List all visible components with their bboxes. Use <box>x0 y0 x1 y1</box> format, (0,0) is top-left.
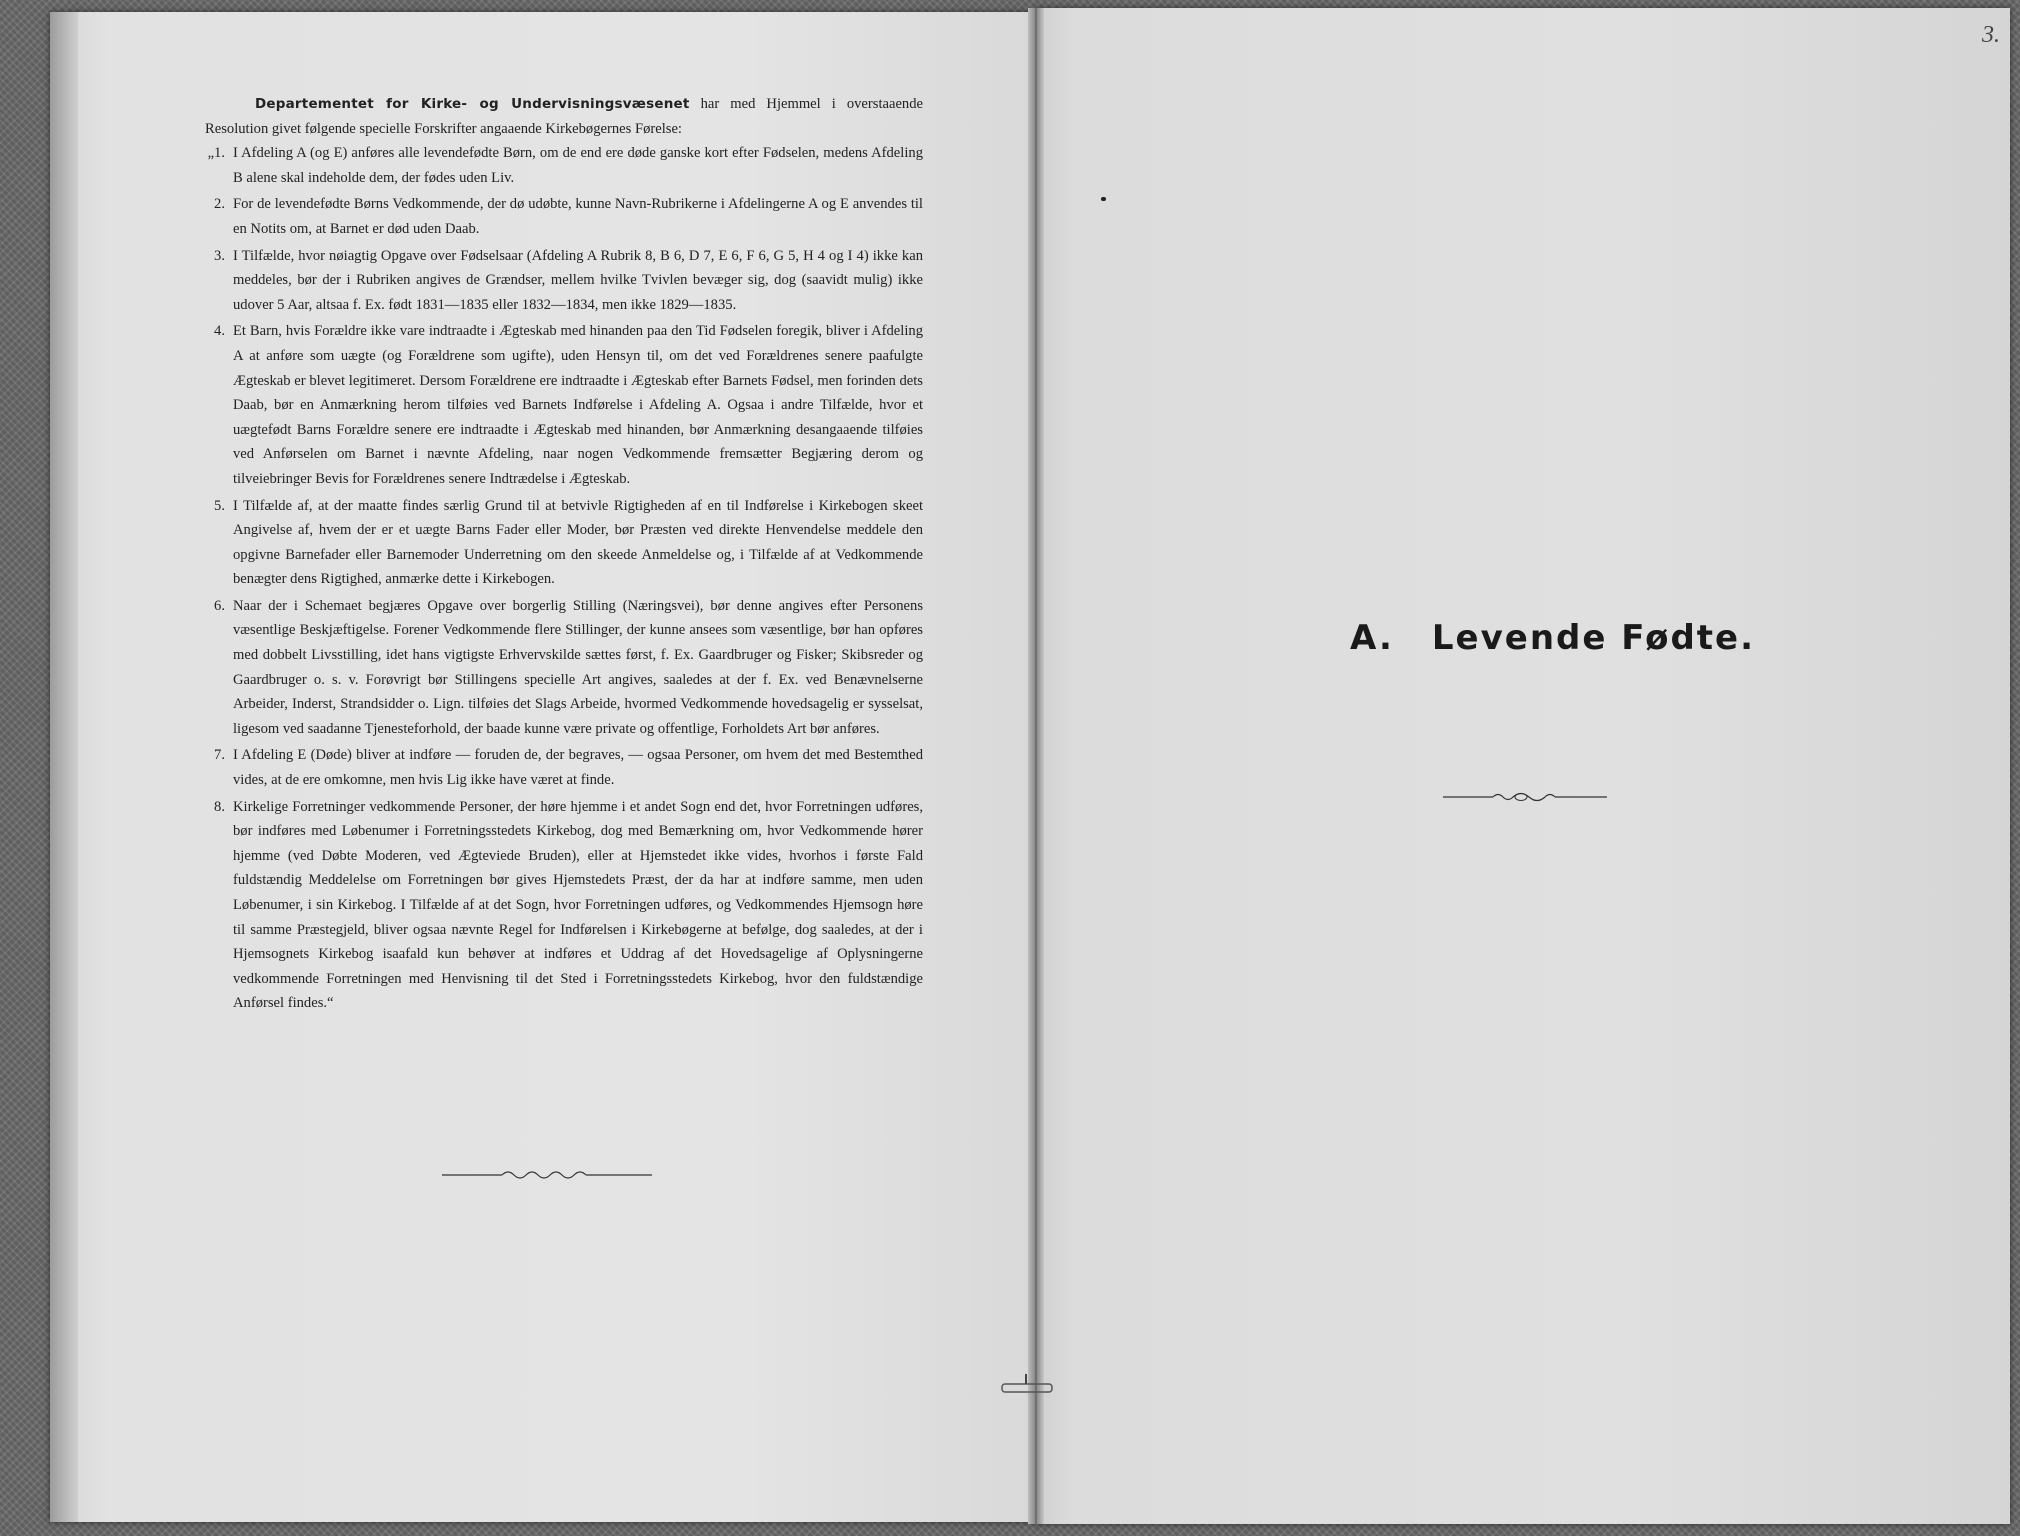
section-heading <box>1350 618 1755 658</box>
regulation-text: Kirkelige Forretninger vedkommende Personer, der høre hjemme i et andet Sogn end det, hvor Forretningen udføres, bør indføres med Løbenumer i Forretningsstedets Kirkebog, dog med Bemærkning om, hvor Vedkommende hører hjemme (ved Døbte Moderen, ved Ægteviede Bruden), eller at Hjemstedet ikke vides, hvorhos i første Fald fuldstændig Meddelelse om Forretningen bør gives Hjemstedets Præst, der da har at indføre samme, men uden Løbenumer, i sin Kirkebog. I Tilfælde af at det Sogn, hvor Forretningen udføres, og Vedkommendes Hjemsogn høre til samme Præstegjeld, bliver ogsaa nævnte Regel for Indførelsen i Kirkebøgerne at befølge, dog saaledes, at der i Hjemsognets Kirkebog isaafald kun behøver at indføres et Uddrag af det Hovedsagelige af Oplysningerne vedkommende Forretningen med Henvisning til det Sted i Forretningsstedets Kirkebog, hvor den fuldstændige Anførsel findes.“ <box>233 798 923 1012</box>
regulation-number: 5. <box>214 497 225 514</box>
regulations-text <box>205 92 923 1018</box>
regulation-item <box>205 795 923 1016</box>
binding-clip-mark <box>998 1374 1058 1400</box>
regulation-item <box>205 192 923 241</box>
regulation-number: 2. <box>214 196 225 213</box>
section-letter: A. <box>1350 618 1394 658</box>
book-gutter <box>1028 8 1044 1524</box>
regulation-text: I Afdeling A (og E) anføres alle levendefødte Børn, om de end ere døde ganske kort efter Fødselen, medens Afdeling B alene skal indeholde dem, der fødes uden Liv. <box>233 145 923 186</box>
regulation-text: For de levendefødte Børns Vedkommende, der dø udøbte, kunne Navn-Rubrikerne i Afdelingerne A og E anvendes til en Notits om, at Barnet er død uden Daab. <box>233 196 923 237</box>
regulation-number: 4. <box>214 323 225 340</box>
regulation-item <box>205 141 923 190</box>
regulation-list <box>205 141 923 1016</box>
regulation-item <box>205 319 923 491</box>
left-page-edge <box>50 12 78 1522</box>
regulation-item <box>205 594 923 742</box>
department-name: Departementet for Kirke- og Undervisningsvæsenet <box>255 96 690 112</box>
regulation-number: 8. <box>214 798 225 815</box>
ink-speck <box>1101 197 1106 201</box>
regulation-text: I Tilfælde af, at der maatte findes særlig Grund til at betvivle Rigtigheden af en til Indførelse i Kirkebogen skeet Angivelse af, hvem der er et uægte Barns Fader eller Moder, bør Præsten ved direkte Henvendelse meddele den opgivne Barnefader eller Barnemoder Underretning om den skeede Anmeldelse og, i Tilfælde af at Vedkommende benægter dens Rigtighed, anmærke dette i Kirkebogen. <box>233 497 923 588</box>
intro-paragraph <box>205 92 923 141</box>
section-title-text: Levende Fødte. <box>1431 618 1756 658</box>
regulation-item <box>205 494 923 592</box>
right-page <box>1035 8 2010 1524</box>
ornament-divider-left <box>442 1167 652 1183</box>
intro-rest: har med Hjemmel i overstaaende Resolution givet følgende specielle Forskrifter angaaende Kirkebøgernes Førelse: <box>205 96 924 137</box>
regulation-number: „1. <box>207 145 225 162</box>
regulation-text: I Afdeling E (Døde) bliver at indføre — foruden de, der begraves, — ogsaa Personer, om hvem det med Bestemthed vides, at de ere omkomne, men hvis Lig ikke have været at finde. <box>233 747 923 789</box>
regulation-item <box>205 743 923 792</box>
regulation-text: Et Barn, hvis Forældre ikke vare indtraadte i Ægteskab med hinanden paa den Tid Fødselen foregik, bliver i Afdeling A at anføre som uægte (og Forældrene som ugifte), uden Hensyn til, om det ved Forældrenes senere paafulgte Ægteskab er blevet legitimeret. Dersom Forældrene ere indtraadte i Ægteskab efter Barnets Fødsel, men forinden dets Daab, bør en Anmærkning herom tilføies ved Barnets Indførelse i Afdeling A. Ogsaa i andre Tilfælde, hvor et uægtefødt Barns Forældre senere ere indtraadte i Ægteskab med hinanden, bør Anmærkning desangaaende tilføies ved Anførselen om Barnet i nævnte Afdeling, naar nogen Vedkommende fremsætter Begjæring derom og tilveiebringer Bevis for Forældrenes senere Indtrædelse i Ægteskab. <box>233 323 923 487</box>
regulation-item <box>205 244 923 318</box>
regulation-number: 6. <box>214 597 225 614</box>
regulation-text: Naar der i Schemaet begjæres Opgave over borgerlig Stilling (Næringsvei), bør denne angives efter Personens væsentlige Beskjæftigelse. Forener Vedkommende flere Stillinger, der kunne ansees som væsentlige, bør han opføres med dobbelt Livsstilling, idet hans vigtigste Erhvervskilde sættes først, f. Ex. Gaardbruger og Fisker; Skibsreder og Gaardbruger o. s. v. Forøvrigt bør Stillingens specielle Art angives, saaledes at der f. Ex. ved Benævnelserne Arbeider, Inderst, Strandsidder o. Lign. tilføies det Slags Arbeide, hvormed Vedkommende hovedsagelig er sysselsat, ligesom ved saadanne Tjenesteforhold, der baade kunne være private og offentlige, Forholdets Art bør anføres. <box>233 597 923 737</box>
regulation-number: 7. <box>214 747 225 764</box>
regulation-text: I Tilfælde, hvor nøiagtig Opgave over Fødselsaar (Afdeling A Rubrik 8, B 6, D 7, E 6, F 6, G 5, H 4 og I 4) ikke kan meddeles, bør der i Rubriken angives de Grændser, mellem hvilke Tvivlen bevæger sig, dog (saavidt mulig) ikke udover 5 Aar, altsaa f. Ex. født 1831—1835 eller 1832—1834, men ikke 1829—1835. <box>233 247 923 313</box>
regulation-number: 3. <box>214 247 225 264</box>
ornament-divider-right <box>1443 789 1607 805</box>
page-number: 3. <box>1982 22 2000 48</box>
